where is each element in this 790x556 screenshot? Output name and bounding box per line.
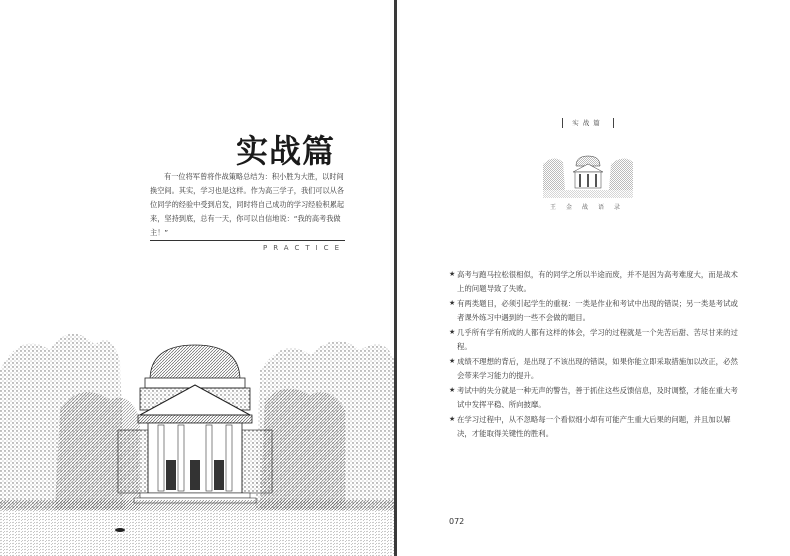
- list-item-text: 有两类题目，必须引起学生的重视：一类是作业和考试中出现的错误；另一类是考试或者课外练习中遇到的一些不会做的题目。: [457, 299, 738, 322]
- list-item-text: 在学习过程中，从不忽略每一个看似细小却有可能产生重大后果的问题，并且加以解决，才能取得关键性的胜利。: [457, 415, 731, 438]
- rotunda-illustration: [0, 290, 394, 556]
- star-icon: ★: [449, 270, 456, 278]
- left-page: [0, 0, 394, 556]
- list-item: [449, 297, 739, 324]
- star-icon: ★: [449, 328, 456, 336]
- star-icon: ★: [449, 415, 456, 423]
- list-item-text: 成绩不理想的背后，是出现了不该出现的错误，如果你能立即采取措施加以改正，必然会带来学习能力的提升。: [457, 357, 738, 380]
- rotunda-thumbnail: [543, 150, 633, 198]
- page-number: 072: [449, 517, 465, 526]
- quote-heading: 王金战语录: [549, 204, 630, 211]
- list-item: [449, 413, 739, 440]
- practice-tag: PRACTICE: [262, 244, 345, 252]
- divider-rule: [150, 240, 345, 241]
- list-item: [449, 326, 739, 353]
- star-icon: ★: [449, 299, 456, 307]
- list-item: [449, 268, 739, 295]
- list-item: [449, 355, 739, 382]
- list-item-text: 几乎所有学有所成的人都有这样的体会，学习的过程就是一个先苦后甜、苦尽甘来的过程。: [457, 328, 738, 351]
- list-item-text: 高考与跑马拉松很相似，有的同学之所以半途而废，并不是因为高考难度大，而是战术上的问题导致了失败。: [457, 270, 738, 293]
- star-icon: ★: [449, 386, 456, 394]
- intro-text: 有一位将军曾将作战策略总结为：积小胜为大胜，以时间换空间。其实，学习也是这样。作为高三学子，我们可以从各位同学的经验中受到启发，同时将自己成功的学习经验积累起来，坚持到底，总有一天，你可以自信地说：“我的高考我做主！”: [150, 172, 345, 237]
- list-item: [449, 384, 739, 411]
- quote-list: [449, 268, 739, 442]
- intro-paragraph: [150, 170, 350, 240]
- chapter-title: 实战篇: [236, 132, 336, 170]
- section-tag: 实战篇: [562, 118, 614, 128]
- star-icon: ★: [449, 357, 456, 365]
- list-item-text: 考试中的失分就是一种无声的警告，善于抓住这些反馈信息，及时调整，才能在重大考试中发挥平稳、所向披靡。: [457, 386, 738, 409]
